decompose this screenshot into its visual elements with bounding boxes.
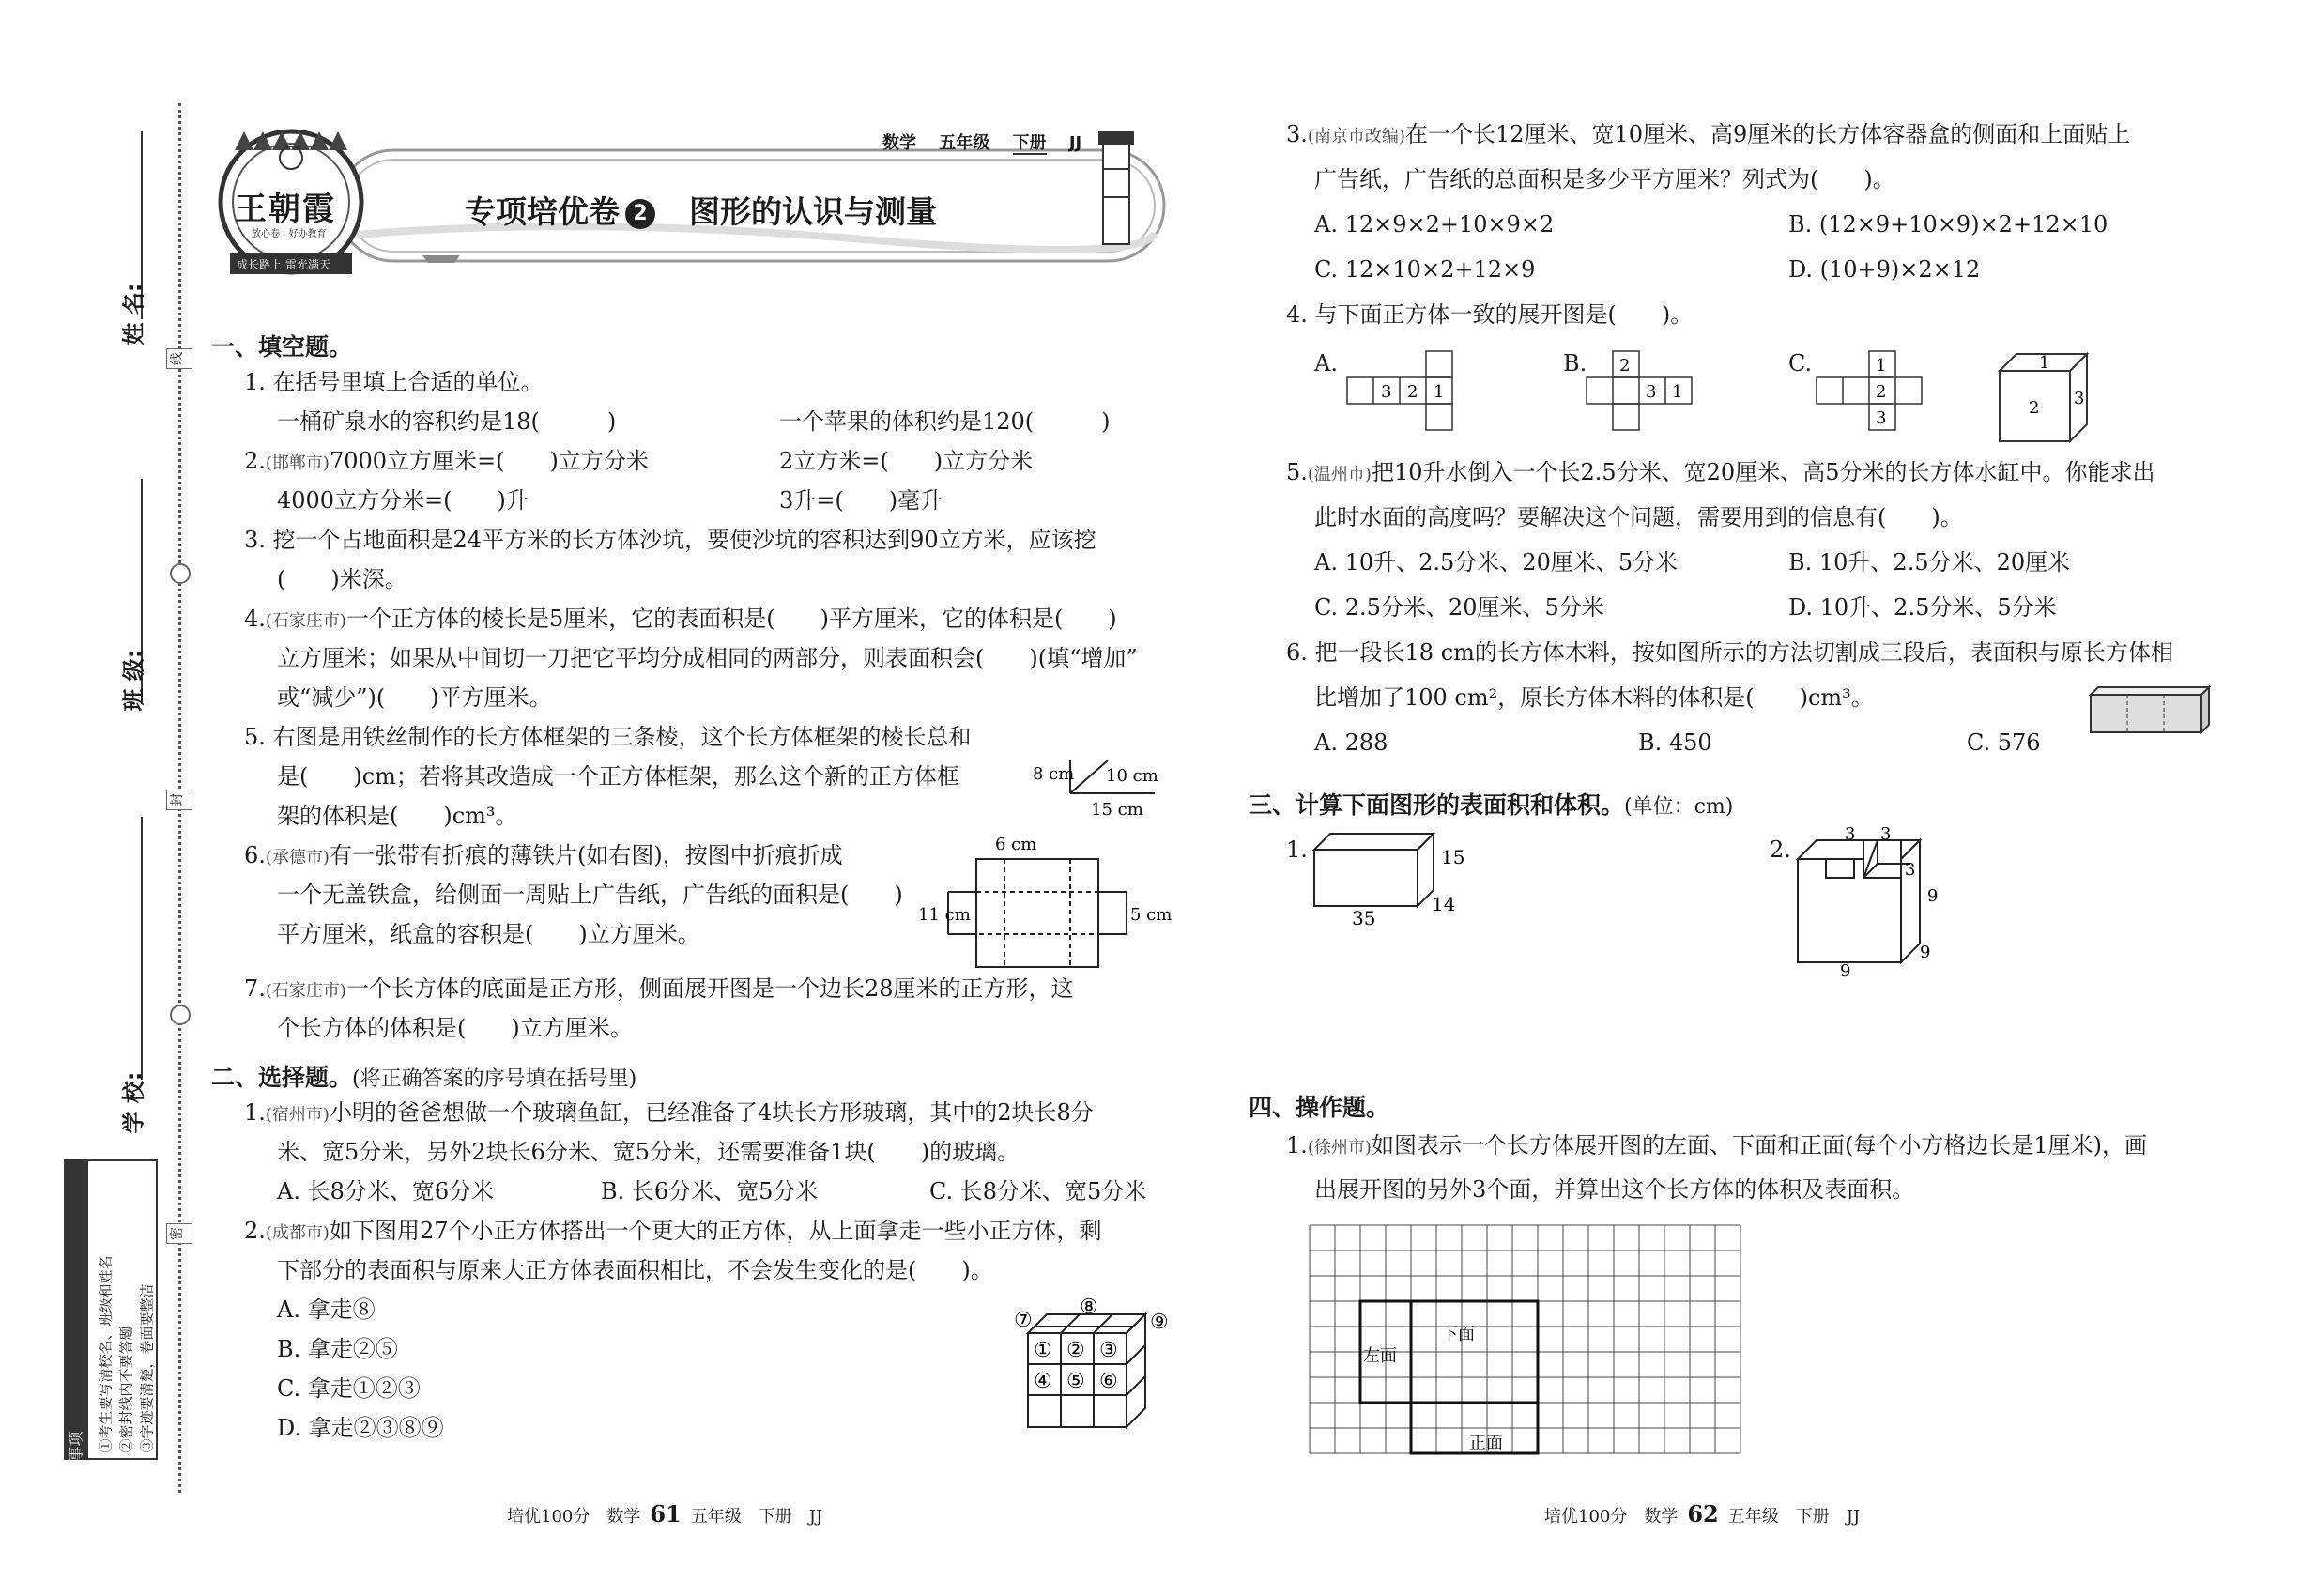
question-number: 3. bbox=[1286, 121, 1308, 147]
question-text: 4. 与下面正方体一致的展开图是( )。 bbox=[1286, 301, 1694, 328]
question-text: 6. 把一段长18 cm的长方体木料，按如图所示的方法切割成三段后，表面积与原长方体相 bbox=[1286, 639, 2173, 666]
question-text bbox=[244, 603, 1117, 637]
question-body: 在一个长12厘米、宽10厘米、高9厘米的长方体容器盒的侧面和上面贴上 bbox=[1404, 121, 2131, 147]
term-tag: 下册 bbox=[1012, 133, 1047, 153]
section-note: (单位：cm) bbox=[1624, 795, 1734, 819]
cut-mark: 封 bbox=[166, 790, 192, 810]
footer-right bbox=[1544, 1500, 1860, 1527]
question-number: 5. bbox=[1286, 459, 1308, 485]
cube-label: ⑨ bbox=[1150, 1311, 1169, 1334]
face-label: 正面 bbox=[1469, 1434, 1503, 1453]
option: B. 拿走②⑤ bbox=[277, 1336, 398, 1362]
cube-label: ③ bbox=[1099, 1339, 1118, 1362]
note-item: ①考生要写清校名、班级和姓名 bbox=[97, 1255, 115, 1453]
question-text: 比增加了100 cm²，原长方体木料的体积是( )cm³。 bbox=[1314, 684, 1874, 711]
dim-label: 3 bbox=[1905, 860, 1916, 880]
question-body: 一个正方体的棱长是5厘米，它的表面积是( )平方厘米，它的体积是( ) bbox=[345, 606, 1117, 632]
question-number: 1. bbox=[1286, 1132, 1308, 1159]
cube-face-num: 1 bbox=[2039, 353, 2050, 373]
depth-label: 10 cm bbox=[1106, 766, 1158, 786]
question-text bbox=[244, 1097, 1094, 1131]
question-source: (邯郸市) bbox=[265, 453, 330, 473]
question-body: 把10升水倒入一个长2.5分米、宽20厘米、高5分米的长方体水缸中。你能求出 bbox=[1371, 459, 2155, 485]
cube-net-options bbox=[1347, 347, 2286, 451]
option: C. 长8分米、宽5分米 bbox=[929, 1178, 1147, 1205]
option: A. 10升、2.5分米、20厘米、5分米 bbox=[1314, 549, 1679, 575]
question-source: (成都市) bbox=[265, 1223, 330, 1243]
option: C. 576 bbox=[1967, 729, 2041, 756]
option: B. 450 bbox=[1638, 729, 1712, 756]
question-text: 平方厘米，纸盒的容积是( )立方厘米。 bbox=[277, 921, 700, 947]
cube-label: ⑤ bbox=[1066, 1370, 1085, 1393]
question-source: (徐州市) bbox=[1307, 1138, 1372, 1158]
option-label: A. bbox=[1314, 350, 1338, 376]
note-item: ③字迹要清楚，卷面要整洁 bbox=[138, 1283, 156, 1453]
class-label: 班 级: bbox=[120, 649, 147, 712]
question-text: 一个苹果的体积约是120( ) bbox=[779, 408, 1111, 435]
question-text bbox=[244, 973, 1074, 1007]
dim-label: 3 bbox=[1880, 824, 1892, 844]
dim-label: 35 bbox=[1352, 907, 1376, 929]
question-source: (石家庄市) bbox=[265, 981, 346, 1001]
width-label: 15 cm bbox=[1091, 800, 1143, 820]
cube-face-num: 3 bbox=[2074, 389, 2085, 408]
option: D. 10升、2.5分米、5分米 bbox=[1788, 594, 2057, 621]
question-number: 2. bbox=[1770, 836, 1791, 863]
net-num: 3 bbox=[1646, 382, 1657, 402]
option: D. (10+9)×2×12 bbox=[1788, 256, 1981, 283]
question-text: 立方厘米；如果从中间切一刀把它平均分成相同的两部分，则表面积会( )(填“增加” bbox=[277, 645, 1138, 671]
ship-icon bbox=[422, 255, 460, 263]
question-source: (承德市) bbox=[265, 848, 330, 867]
question-text: 或“减少”)( )平方厘米。 bbox=[277, 684, 552, 711]
question-text: 广告纸，广告纸的总面积是多少平方厘米？列式为( )。 bbox=[1314, 166, 1895, 192]
question-text: 架的体积是( )cm³。 bbox=[277, 803, 518, 829]
option: A. 12×9×2+10×9×2 bbox=[1314, 211, 1555, 238]
question-text: ( )米深。 bbox=[277, 566, 407, 592]
question-text: 3. 挖一个占地面积是24平方米的长方体沙坑，要使沙坑的容积达到90立方米，应该挖 bbox=[244, 527, 1096, 553]
question-source: (南京市改编) bbox=[1307, 127, 1405, 146]
option: A. 拿走⑧ bbox=[277, 1297, 376, 1323]
question-body: 如图表示一个长方体展开图的左面、下面和正面(每个小方格边长是1厘米)，画 bbox=[1371, 1132, 2147, 1159]
question-text bbox=[1286, 118, 2130, 153]
height-label: 8 cm bbox=[1033, 764, 1075, 784]
dim-label: 15 bbox=[1441, 846, 1465, 868]
option: B. 长6分米、宽5分米 bbox=[601, 1178, 819, 1205]
option: C. 12×10×2+12×9 bbox=[1314, 256, 1536, 283]
face-label: 左面 bbox=[1363, 1346, 1397, 1366]
net-num: 1 bbox=[1434, 382, 1445, 402]
question-text: 出展开图的另外3个面，并算出这个长方体的体积及表面积。 bbox=[1314, 1176, 1915, 1203]
notes-box bbox=[64, 1159, 158, 1492]
option: B. (12×9+10×9)×2+12×10 bbox=[1788, 211, 2108, 238]
question-text: 4000立方分米=( )升 bbox=[277, 487, 529, 514]
logo-text: 王朝霞 bbox=[235, 191, 336, 228]
cut-wood-figure bbox=[2089, 685, 2211, 737]
question-text: 个长方体的体积是( )立方厘米。 bbox=[277, 1015, 633, 1041]
title-number: 2 bbox=[625, 199, 655, 229]
section-heading: 一、填空题。 bbox=[211, 333, 353, 361]
face-label: 下面 bbox=[1441, 1325, 1475, 1344]
subject-tag: 数学 bbox=[882, 133, 916, 153]
footer-book: 培优100分 数学 bbox=[507, 1507, 641, 1527]
edition-tag: JJ bbox=[1068, 133, 1082, 153]
footer-grade: 五年级 下册 JJ bbox=[690, 1507, 823, 1527]
note-item: ②密封线内不要答题 bbox=[117, 1326, 135, 1453]
school-line bbox=[141, 817, 143, 1080]
logo-ribbon: 成长路上 雷光满天 bbox=[237, 258, 330, 271]
question-body: 小明的爸爸想做一个玻璃鱼缸，已经准备了4块长方形玻璃，其中的2块长8分 bbox=[329, 1099, 1094, 1126]
footer-book: 培优100分 数学 bbox=[1544, 1507, 1679, 1527]
top-dim: 6 cm bbox=[995, 835, 1037, 854]
question-text bbox=[244, 1215, 1102, 1250]
cube-label: ① bbox=[1034, 1339, 1052, 1362]
section-heading: 四、操作题。 bbox=[1249, 1094, 1390, 1121]
question-number: 1. bbox=[1286, 836, 1308, 863]
page-number: 61 bbox=[650, 1500, 682, 1527]
page-number: 62 bbox=[1687, 1500, 1719, 1527]
question-text bbox=[244, 445, 649, 480]
notes-title-text: 注意事项 bbox=[67, 1431, 85, 1492]
dim-label: 3 bbox=[1845, 824, 1856, 844]
question-body: 如下图用27个小正方体搭出一个更大的正方体，从上面拿走一些小正方体，剩 bbox=[329, 1218, 1102, 1244]
dim-label: 9 bbox=[1840, 961, 1851, 981]
cube-label: ⑥ bbox=[1099, 1370, 1118, 1393]
grade-tag: 五年级 bbox=[939, 133, 990, 153]
net-num: 1 bbox=[1876, 356, 1887, 376]
dim-label: 14 bbox=[1432, 893, 1456, 915]
question-text bbox=[244, 839, 843, 874]
notched-cube-figure bbox=[1788, 824, 1957, 981]
section-title: 二、选择题。 bbox=[211, 1064, 353, 1091]
option: D. 拿走②③⑧⑨ bbox=[277, 1415, 444, 1441]
cube-label: ② bbox=[1066, 1339, 1085, 1362]
folded-sheet-figure bbox=[918, 831, 1173, 972]
left-dim: 11 cm bbox=[918, 905, 971, 925]
title-prefix: 专项培优卷 bbox=[465, 193, 620, 230]
question-body: 7000立方厘米=( )立方分米 bbox=[329, 448, 649, 474]
question-number: 2. bbox=[244, 1218, 266, 1244]
question-text bbox=[1286, 1129, 2147, 1164]
question-number: 4. bbox=[244, 606, 266, 632]
cut-mark: 密 bbox=[166, 1223, 192, 1244]
question-text: 一桶矿泉水的容积约是18( ) bbox=[277, 408, 617, 435]
wire-frame-figure bbox=[1033, 742, 1164, 820]
question-text bbox=[1286, 456, 2154, 491]
header-tags bbox=[882, 130, 1098, 154]
cube-label: ④ bbox=[1034, 1370, 1052, 1393]
question-body: 有一张带有折痕的薄铁片(如右图)，按图中折痕折成 bbox=[329, 842, 843, 868]
title-main: 图形的认识与测量 bbox=[689, 193, 937, 230]
name-label: 姓 名: bbox=[120, 283, 147, 345]
net-num: 2 bbox=[1876, 382, 1887, 402]
page-title bbox=[465, 188, 937, 232]
option-label: C. bbox=[1788, 350, 1813, 376]
net-num: 3 bbox=[1876, 408, 1887, 428]
question-number: 6. bbox=[244, 842, 266, 868]
question-source: (温州市) bbox=[1307, 465, 1372, 484]
question-text: 1. 在括号里填上合适的单位。 bbox=[244, 369, 544, 395]
question-text: 5. 右图是用铁丝制作的长方体框架的三条棱，这个长方体框架的棱长总和 bbox=[244, 724, 972, 750]
cube-face-num: 2 bbox=[2029, 398, 2040, 418]
question-number: 2. bbox=[244, 448, 266, 474]
section-heading bbox=[211, 1059, 636, 1093]
footer-left bbox=[507, 1500, 822, 1527]
option: A. 长8分米、宽6分米 bbox=[277, 1178, 495, 1205]
section-title: 三、计算下面图形的表面积和体积。 bbox=[1249, 791, 1625, 819]
right-dim: 5 cm bbox=[1130, 905, 1173, 925]
lighthouse-icon bbox=[1098, 131, 1134, 244]
question-text: 是( )cm；若将其改造成一个正方体框架，那么这个新的正方体框 bbox=[277, 763, 959, 790]
option: A. 288 bbox=[1314, 729, 1388, 756]
logo-sub: 放心卷 · 好办教育 bbox=[252, 229, 327, 239]
cube-stack-figure bbox=[1009, 1291, 1178, 1432]
option-label: B. bbox=[1563, 350, 1587, 376]
cube-label: ⑦ bbox=[1014, 1309, 1033, 1332]
question-text: 一个无盖铁盒，给侧面一周贴上广告纸，广告纸的面积是( ) bbox=[277, 882, 903, 908]
cube-label: ⑧ bbox=[1080, 1296, 1098, 1319]
footer-grade: 五年级 下册 JJ bbox=[1727, 1507, 1861, 1527]
dim-label: 9 bbox=[1920, 943, 1931, 962]
question-text: 3升=( )毫升 bbox=[779, 487, 943, 514]
clip-icon bbox=[170, 563, 191, 584]
net-num: 1 bbox=[1672, 382, 1683, 402]
cuboid-figure bbox=[1310, 826, 1479, 929]
option: B. 10升、2.5分米、20厘米 bbox=[1788, 549, 2071, 575]
question-number: 1. bbox=[244, 1099, 266, 1126]
net-num: 2 bbox=[1619, 356, 1631, 376]
net-num: 2 bbox=[1407, 382, 1418, 402]
net-num: 3 bbox=[1381, 382, 1392, 402]
question-text: 此时水面的高度吗？要解决这个问题，需要用到的信息有( )。 bbox=[1314, 504, 1963, 530]
section-note: (将正确答案的序号填在括号里) bbox=[352, 1067, 637, 1091]
square-grid bbox=[1310, 1225, 1741, 1460]
question-text: 米、宽5分米，另外2块长6分米、宽5分米，还需要准备1块( )的玻璃。 bbox=[277, 1139, 1020, 1165]
clip-icon bbox=[170, 1005, 191, 1025]
question-text: 下部分的表面积与原来大正方体表面积相比，不会发生变化的是( )。 bbox=[277, 1257, 993, 1283]
question-body: 一个长方体的底面是正方形，侧面展开图是一个边长28厘米的正方形，这 bbox=[345, 975, 1074, 1002]
school-label: 学 校: bbox=[120, 1071, 147, 1134]
cut-mark: 线 bbox=[166, 348, 192, 369]
question-number: 7. bbox=[244, 975, 266, 1002]
option: C. 拿走①②③ bbox=[277, 1375, 421, 1402]
question-source: (宿州市) bbox=[265, 1105, 330, 1125]
question-source: (石家庄市) bbox=[265, 611, 346, 631]
question-text: 2立方米=( )立方分米 bbox=[779, 448, 1034, 474]
section-heading bbox=[1249, 787, 1733, 821]
option: C. 2.5分米、20厘米、5分米 bbox=[1314, 594, 1604, 621]
dim-label: 9 bbox=[1927, 886, 1939, 906]
